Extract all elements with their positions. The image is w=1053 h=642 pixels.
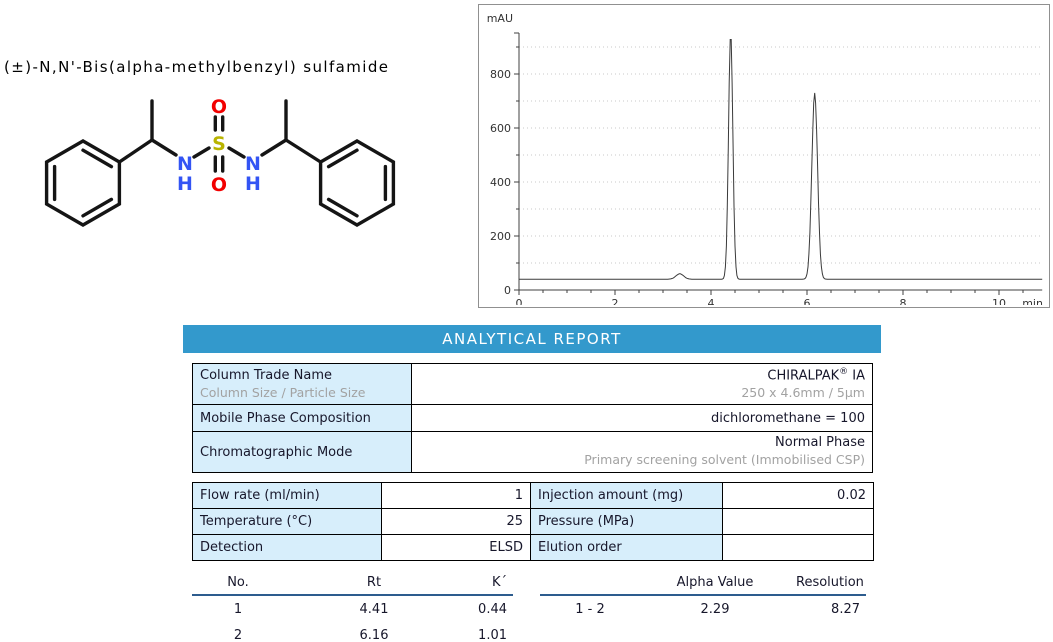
cond-label-cell: Flow rate (ml/min): [193, 483, 382, 509]
temperature-value: 25: [382, 509, 531, 535]
column-trade-name: CHIRALPAK® IA: [767, 367, 865, 384]
col-header-no: No.: [192, 570, 284, 595]
cond-label-cell: Elution order: [531, 535, 723, 561]
peak-rt: 4.41: [359, 601, 389, 617]
elution-order-value: [723, 535, 874, 561]
sulfur-atom-label: S: [212, 133, 226, 155]
col-header-kprime: K´: [464, 570, 513, 595]
info-label: Column Trade Name: [200, 367, 332, 383]
oxygen-atom-label: O: [210, 96, 228, 118]
nitrogen-atom-label: N: [245, 153, 261, 175]
hydrogen-atom-label: H: [245, 173, 261, 195]
mobile-phase-value: dichloromethane = 100: [412, 405, 873, 432]
chromatogram-plot: [479, 5, 1047, 305]
table-row: [192, 595, 513, 622]
table-row: [192, 622, 513, 642]
alpha-value: 2.29: [700, 601, 730, 617]
y-axis-unit: mAU: [486, 12, 513, 25]
info-sublabel: Column Size / Particle Size: [200, 384, 366, 400]
chromatogram-trace: [519, 40, 1042, 280]
compound-title: (±)-N,N'-Bis(alpha-methylbenzyl) sulfamide: [4, 58, 390, 76]
svg-text:2: 2: [611, 297, 619, 305]
svg-text:4: 4: [707, 297, 715, 305]
injection-amount-value: 0.02: [723, 483, 874, 509]
table-row: [193, 509, 874, 535]
x-axis-unit: min: [1022, 297, 1043, 305]
report-header-label: ANALYTICAL REPORT: [442, 330, 622, 348]
oxygen-atom-label: O: [210, 174, 228, 196]
registered-mark: ®: [839, 367, 849, 377]
cond-label-cell: Detection: [193, 535, 382, 561]
table-row: [193, 432, 873, 472]
peak-no: 2: [233, 627, 243, 642]
col-header-rt: Rt: [284, 570, 464, 595]
table-header-row: [540, 570, 866, 595]
svg-text:10: 10: [992, 297, 1006, 305]
table-row: [193, 364, 873, 405]
svg-text:200: 200: [490, 230, 511, 243]
table-row: [540, 595, 866, 622]
pressure-value: [723, 509, 874, 535]
info-label-cell: [193, 364, 412, 405]
peak-results-table: [192, 570, 513, 642]
peak-kprime: 0.44: [478, 601, 507, 617]
conditions-table: [192, 482, 874, 561]
flow-rate-value: 1: [382, 483, 531, 509]
separation-results-table: [540, 570, 866, 622]
info-label-cell: Chromatographic Mode: [193, 432, 412, 472]
molecule-structure: [30, 86, 430, 236]
peak-no: 1: [233, 601, 243, 617]
benzene-ring-left: [47, 141, 120, 225]
detection-value: ELSD: [382, 535, 531, 561]
col-header-pair: [540, 570, 640, 595]
svg-text:0: 0: [515, 297, 523, 305]
peak-pair: 1 - 2: [575, 601, 605, 617]
nitrogen-atom-label: N: [177, 153, 193, 175]
cond-label-cell: Temperature (°C): [193, 509, 382, 535]
info-label-cell: Mobile Phase Composition: [193, 405, 412, 432]
peak-rt: 6.16: [359, 627, 389, 642]
cond-label-cell: Pressure (MPa): [531, 509, 723, 535]
benzene-ring-right: [321, 141, 394, 225]
table-header-row: [192, 570, 513, 595]
chromatographic-mode-value: Normal Phase Primary screening solvent (Immobilised CSP): [412, 432, 873, 472]
svg-text:400: 400: [490, 176, 511, 189]
table-row: [193, 535, 874, 561]
hydrogen-atom-label: H: [177, 173, 193, 195]
svg-text:6: 6: [803, 297, 811, 305]
peak-kprime: 1.01: [478, 627, 507, 642]
table-row: [193, 405, 873, 432]
col-header-alpha: Alpha Value: [640, 570, 790, 595]
cond-label-cell: Injection amount (mg): [531, 483, 723, 509]
resolution-value: 8.27: [831, 601, 860, 617]
column-info-table: [192, 363, 873, 473]
svg-text:800: 800: [490, 68, 511, 81]
svg-text:8: 8: [899, 297, 907, 305]
table-row: [193, 483, 874, 509]
svg-text:0: 0: [504, 284, 511, 297]
chromatogram-panel: [478, 4, 1050, 308]
svg-text:600: 600: [490, 122, 511, 135]
info-value-cell: [412, 364, 873, 405]
report-header: [183, 325, 881, 353]
column-size: 250 x 4.6mm / 5µm: [741, 385, 865, 401]
col-header-resolution: Resolution: [790, 570, 866, 595]
